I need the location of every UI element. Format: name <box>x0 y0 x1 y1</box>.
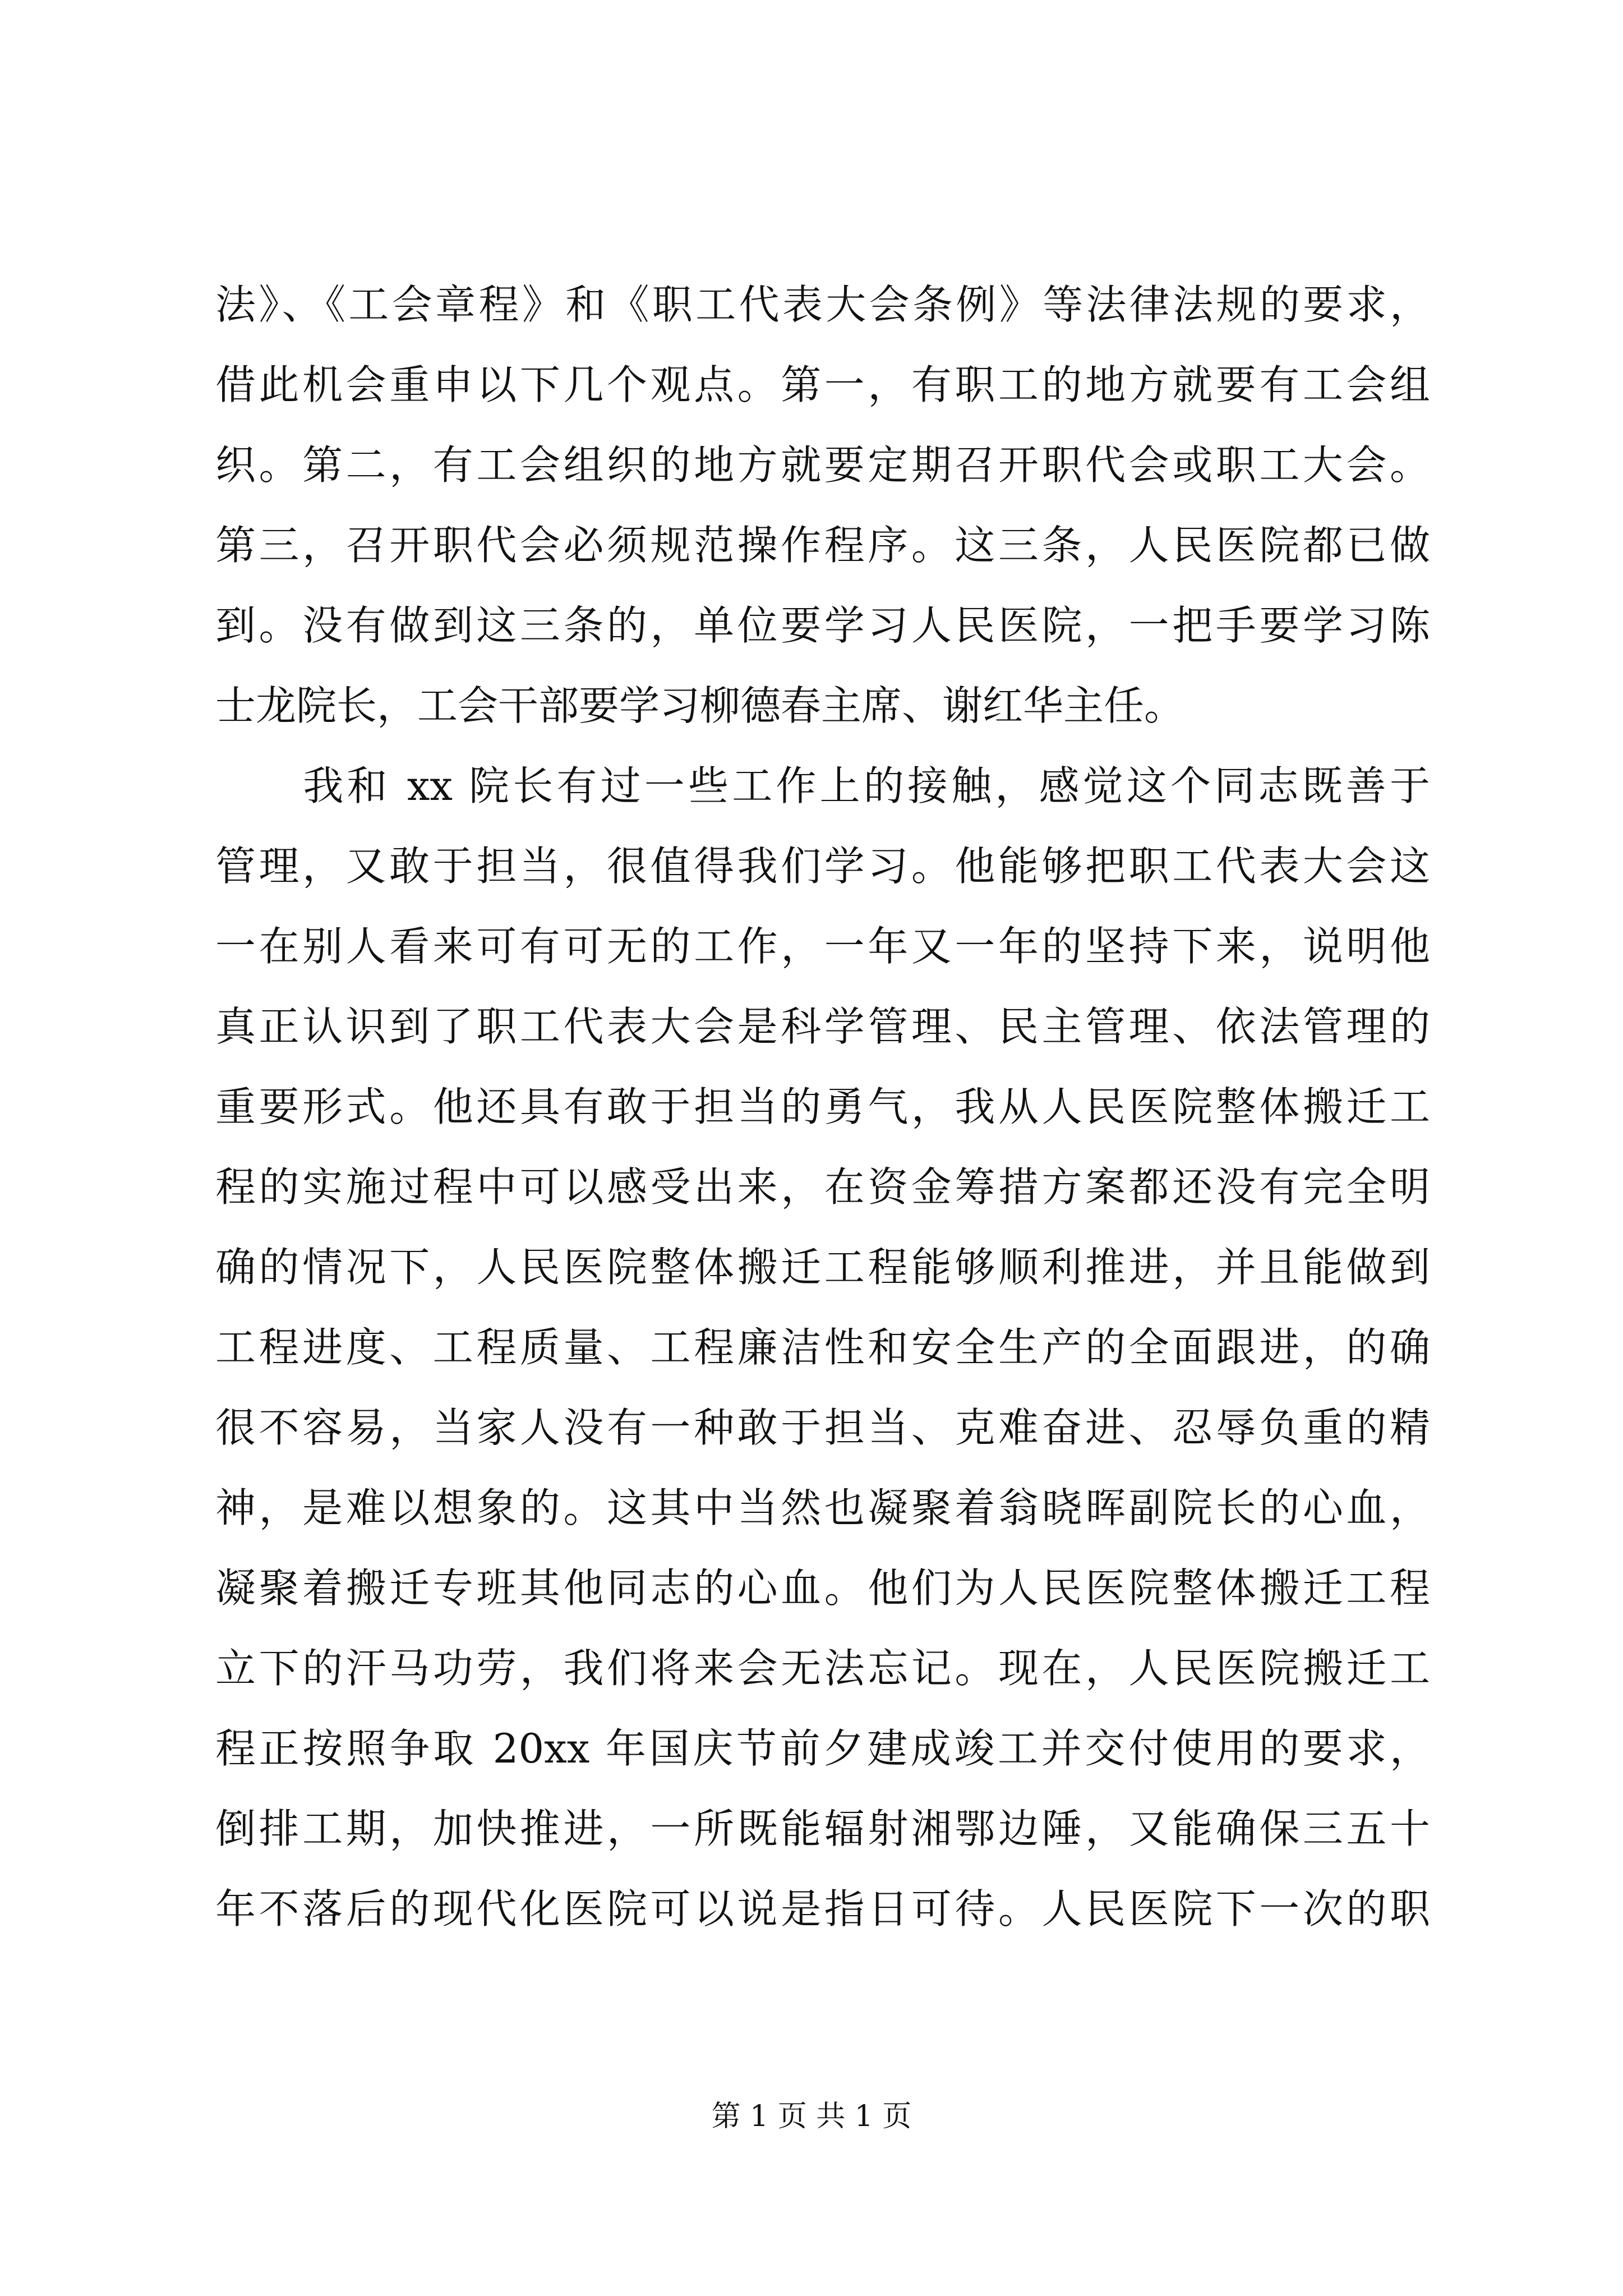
text-line: 管理，又敢于担当，很值得我们学习。他能够把职工代表大会这 <box>215 843 1430 890</box>
text-line: 程正按照争取 20xx 年国庆节前夕建成竣工并交付使用的要求， <box>215 1725 1430 1772</box>
text-line: 立下的汗马功劳，我们将来会无法忘记。现在，人民医院搬迁工 <box>215 1645 1430 1692</box>
text-line: 工程进度、工程质量、工程廉洁性和安全生产的全面跟进，的确 <box>215 1324 1430 1371</box>
text-line: 凝聚着搬迁专班其他同志的心血。他们为人民医院整体搬迁工程 <box>215 1565 1430 1612</box>
text-line: 年不落后的现代化医院可以说是指日可待。人民医院下一次的职 <box>215 1885 1430 1932</box>
text-line: 神，是难以想象的。这其中当然也凝聚着翁晓晖副院长的心血， <box>215 1484 1430 1531</box>
page-footer <box>0 2092 1623 2134</box>
text-line: 确的情况下，人民医院整体搬迁工程能够顺利推进，并且能做到 <box>215 1244 1430 1291</box>
text-line: 织。第二，有工会组织的地方就要定期召开职代会或职工大会。 <box>215 441 1430 489</box>
text-line: 程的实施过程中可以感受出来，在资金筹措方案都还没有完全明 <box>215 1163 1430 1211</box>
document-body <box>215 265 1430 1949</box>
text-line: 到。没有做到这三条的，单位要学习人民医院，一把手要学习陈 <box>215 602 1430 649</box>
text-line: 倒排工期，加快推进，一所既能辐射湘鄂边陲，又能确保三五十 <box>215 1805 1430 1852</box>
paragraph-start-line: 我和 xx 院长有过一些工作上的接触，感觉这个同志既善于 <box>215 762 1430 809</box>
text-line: 借此机会重申以下几个观点。第一，有职工的地方就要有工会组 <box>215 361 1430 408</box>
text-line: 第三，召开职代会必须规范操作程序。这三条，人民医院都已做 <box>215 522 1430 569</box>
text-line: 士龙院长，工会干部要学习柳德春主席、谢红华主任。 <box>215 682 1185 729</box>
text-line: 真正认识到了职工代表大会是科学管理、民主管理、依法管理的 <box>215 1003 1430 1050</box>
text-line: 法》、《工会章程》和《职工代表大会条例》等法律法规的要求， <box>215 281 1430 328</box>
text-line: 重要形式。他还具有敢于担当的勇气，我从人民医院整体搬迁工 <box>215 1083 1430 1130</box>
page-number-label: 第 1 页 共 1 页 <box>711 2100 912 2133</box>
text-line: 一在别人看来可有可无的工作，一年又一年的坚持下来，说明他 <box>215 923 1430 970</box>
text-line: 很不容易，当家人没有一种敢于担当、克难奋进、忍辱负重的精 <box>215 1404 1430 1451</box>
